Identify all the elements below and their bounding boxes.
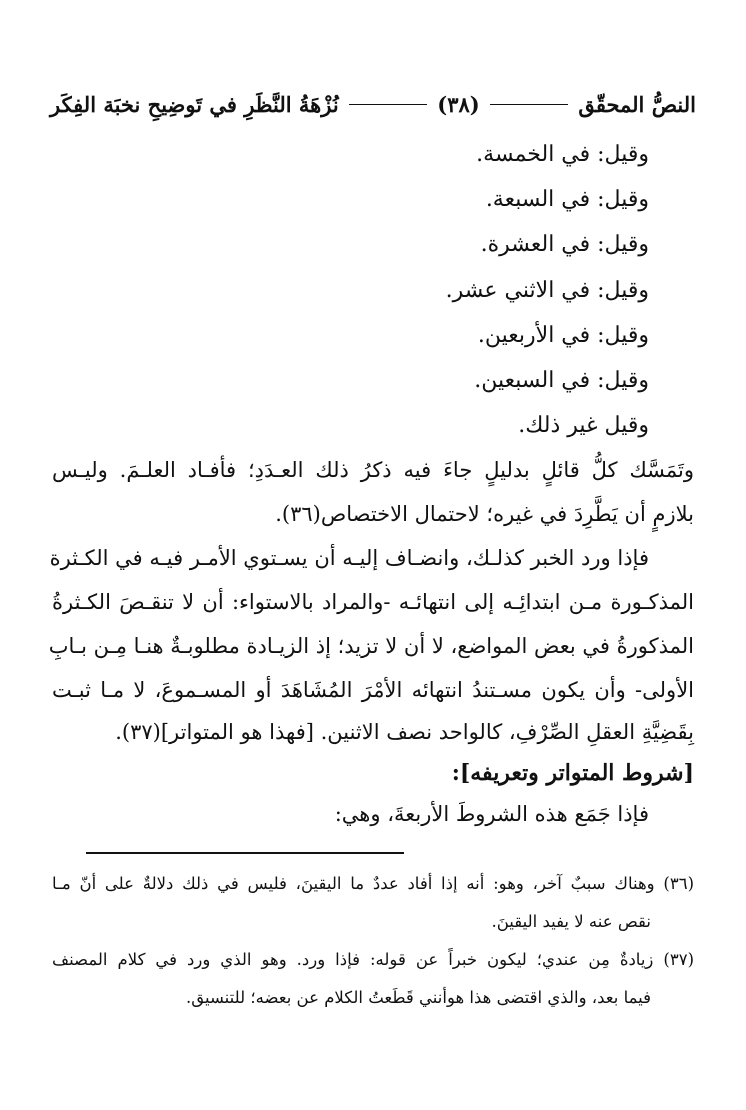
header-book-title: نُزْهَةُ النَّظَرِ في تَوضِيحِ نخبَة الفِكَر <box>49 91 339 117</box>
page-number: (٣٨) <box>437 91 480 117</box>
list-item: وقيل: في الخمسة. <box>476 142 649 167</box>
list-item: وقيل: في العشرة. <box>480 232 649 257</box>
footnote-line: (٣٧) زيادةٌ مِن عندي؛ ليكون خبراً عن قوله: فإذا ورد. وهو الذي ورد في كلام المصنف <box>52 950 694 969</box>
footnote-line: فيما بعد، والذي اقتضى هذا هوأنني قَطَعتُ الكلام عن بعضه؛ للتنسيق. <box>185 988 651 1007</box>
section-heading: [شروط المتواتر وتعريفه]: <box>451 760 694 786</box>
running-header <box>50 84 696 124</box>
footnote-separator <box>86 852 404 854</box>
list-item: وقيل: في الأربعين. <box>477 323 649 348</box>
footnote-line: نقص عنه لا يفيد اليقينَ. <box>491 912 651 931</box>
paragraph-line: المذكورةُ في بعض المواضع، لا أن لا تزيد؛ إذ الزيـادة مطلوبـةٌ هنـا مِـن بـابِ <box>48 634 694 658</box>
paragraph-line: فإذا ورد الخبر كذلـك، وانضـاف إليـه أن يسـتوي الأمـر فيـه في الكـثرة <box>49 546 649 570</box>
header-section-title: النصُّ المحقّق <box>578 91 696 117</box>
header-rule-right <box>490 104 569 105</box>
paragraph-line: فإذا جَمَع هذه الشروطَ الأربعةَ، وهي: <box>334 802 649 826</box>
header-rule-left <box>349 104 428 105</box>
paragraph-line: الأولى- وأن يكون مسـتندُ انتهائه الأمْرَ المُشَاهَدَ أو المسـموعَ، لا مـا ثبـت <box>52 678 694 702</box>
list-item: وقيل غير ذلك. <box>518 413 649 438</box>
list-item: وقيل: في السبعين. <box>474 368 649 393</box>
paragraph-line: وتَمَسَّك كلُّ قائلٍ بدليلٍ جاءَ فيه ذكرُ ذلك العـدَدِ؛ فأفـاد العلـمَ. وليـس <box>52 458 695 482</box>
paragraph-line: بِقَضِيَّةِ العقلِ الصِّرْفِ، كالواحد نصف الاثنين. [فهذا هو المتواتر](٣٧). <box>115 720 694 744</box>
paragraph-line: المذكـورة مـن ابتدائِـه إلى انتهائـه -والمراد بالاستواء: أن لا تنقـصَ الكـثرةُ <box>52 590 694 614</box>
list-item: وقيل: في الاثني عشر. <box>445 278 649 303</box>
list-item: وقيل: في السبعة. <box>485 187 649 212</box>
paragraph-line: بلازمٍ أن يَطَّرِدَ في غيره؛ لاحتمال الاختصاص(٣٦). <box>275 502 694 526</box>
footnote-line: (٣٦) وهناك سببٌ آخر، وهو: أنه إذا أفاد عددٌ ما اليقينَ، فليس في ذلك دلالةٌ على أنّ مـا <box>52 874 694 893</box>
